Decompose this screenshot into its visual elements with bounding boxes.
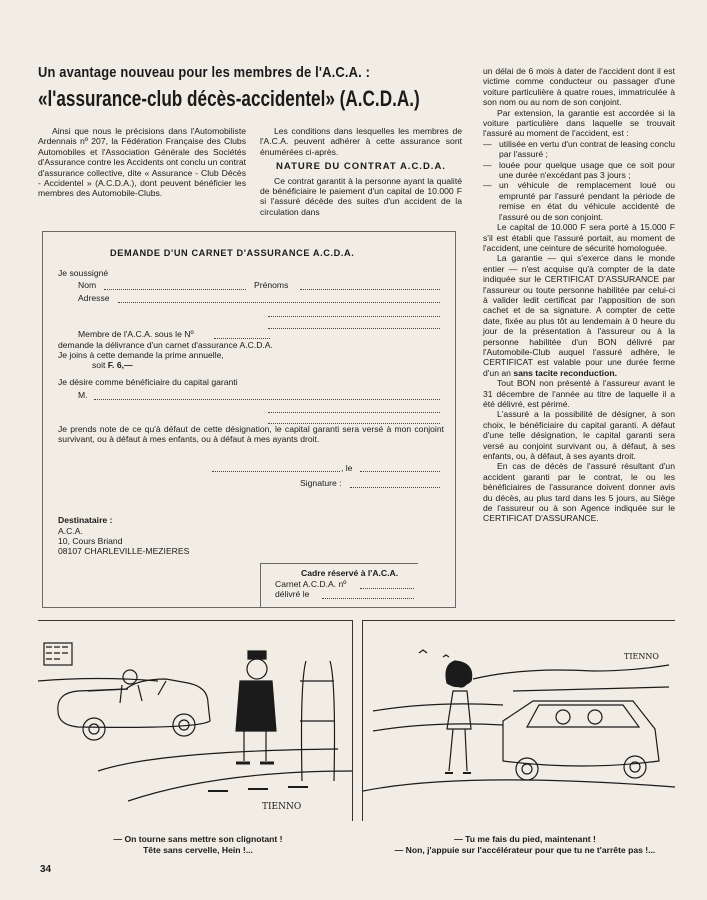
right-paragraph-7: En cas de décès de l'assuré résultant d'un accident garanti par le contrat, le ou les bénéficiaires de l'assurance doivent donner avis du décès, au plus tard dans les 5 jours, au Siège de l'assureur ou à son Agence indiquée sur le CERTIFICAT D'ASSURANCE.	[483, 461, 675, 524]
label-membre: Membre de l'A.C.A. sous le Nº	[78, 329, 194, 339]
label-signature: Signature :	[300, 478, 342, 488]
note-paragraph: Je prends note de ce qu'à défaut de cette désignation, le capital garanti sera versé à mon conjoint survivant, ou à défaut à mes enfants, ou à défaut à mes ayants droit.	[58, 424, 444, 445]
cartoon-left	[38, 620, 353, 821]
caption-line: — Tu me fais du pied, maintenant !	[454, 834, 596, 844]
intro-column-1	[38, 126, 246, 199]
list-item: — louée pour quelque usage que ce soit pour une durée n'excédant pas 3 jours ;	[483, 159, 675, 181]
nature-heading: NATURE DU CONTRAT A.C.D.A.	[276, 161, 446, 173]
reserved-carnet-label: Carnet A.C.D.A. nº	[275, 579, 347, 589]
destinataire-line3: 08107 CHARLEVILLE-MEZIERES	[58, 546, 190, 556]
adresse-field-1[interactable]	[118, 293, 440, 303]
nom-field[interactable]	[104, 280, 246, 290]
reserved-date-field[interactable]	[322, 589, 414, 599]
right-paragraph-2: Par extension, la garantie est accordée si la voiture particulière dans laquelle se trouvait l'assuré au moment de l'accident, est :	[483, 107, 675, 139]
intro-paragraph: Ainsi que nous le précisions dans l'Automobiliste Ardennais nº 207, la Fédération Française des Clubs Automobiles et l'Association Générale des Sociétés d'Assurance contre les Accidents ont conclu un contrat d'assurance collective, dite « Assurance - Club Décès - Accidentel » (A.C.D.A.), dont peuvent bénéficier les membres des Automobile-Clubs.	[38, 126, 247, 199]
beneficiary-field-1[interactable]	[94, 390, 440, 400]
label-desire: Je désire comme bénéficiaire du capital garanti	[58, 377, 238, 387]
adresse-field-2[interactable]	[268, 307, 440, 317]
caption-line: Tête sans cervelle, Hein !...	[143, 845, 253, 855]
cartoon-right-caption	[370, 834, 680, 856]
premium-amount: F. 6,—	[107, 360, 133, 370]
cartoon-left-caption	[60, 834, 336, 856]
right-paragraph-5: Tout BON non présenté à l'assureur avant le 31 décembre de l'année au titre de laquelle il a été délivré, est périmé.	[483, 378, 675, 409]
label-joins: Je joins à cette demande la prime annuelle,	[58, 350, 224, 360]
date-field[interactable]	[360, 462, 440, 472]
nature-paragraph: Ce contrat garantit à la personne ayant la qualité de bénéficiaire le paiement d'un capital de 10.000 F si l'assuré décède des suites d'un accident de la circulation dans	[260, 175, 462, 217]
beneficiary-field-3[interactable]	[268, 414, 440, 424]
cartoon-left-signature: TIENNO	[262, 802, 302, 812]
caption-line: — On tourne sans mettre son clignotant !	[113, 834, 283, 844]
destinataire-label: Destinataire :	[58, 515, 113, 525]
right-paragraph-4: La garantie — qui s'exerce dans le monde entier — n'est acquise qu'à compter de la date indiquée sur le CERTIFICAT D'ASSURANCE par l'assureur ou toute personne habilitée par celui-ci à valider ledit certificat par l'apposition de son cachet et de sa signature. A compter de cette date, fixée au plus tôt au lendemain à 0 heure du jour de la présentation à l'assureur ou à la personne habilitée d'un BON délivré par l'Automobile-Club auquel l'assuré adhère, le CERTIFICAT est valable pour une durée ferme d'un an sans tacite reconduction.	[483, 253, 675, 378]
list-item: — un véhicule de remplacement loué ou emprunté par l'assuré pendant la période de remise en état du véhicule accidenté de l'assuré ou de son conjoint.	[483, 180, 675, 222]
label-adresse: Adresse	[78, 293, 110, 303]
headline-line1: Un avantage nouveau pour les membres de l'A.C.A. :	[38, 64, 371, 81]
conditions-paragraph: Les conditions dans lesquelles les membres de l'A.C.A. peuvent adhérer à cette assurance sont énumérées ci-après.	[260, 126, 462, 157]
label-nom: Nom	[78, 280, 97, 290]
label-m: M.	[78, 390, 88, 400]
reserved-title: Cadre réservé à l'A.C.A.	[301, 568, 399, 578]
cartoon-car-policeman-illustration	[38, 621, 352, 821]
signature-field[interactable]	[350, 478, 440, 488]
cartoon-seaside-car-illustration	[363, 621, 675, 821]
label-je-soussigne: Je soussigné	[58, 268, 109, 278]
cartoon-right-signature: TIENNO	[624, 652, 659, 661]
label-soit: soit F. 6,—	[92, 360, 133, 370]
caption-line: — Non, j'appuie sur l'accélérateur pour que tu ne t'arrête pas !...	[394, 845, 656, 855]
page-number: 34	[40, 864, 52, 875]
intro-column-2	[260, 126, 462, 217]
place-field[interactable]	[212, 462, 340, 472]
headline-title: «l'assurance-club décès-accidentel» (A.C.D.A.)	[38, 86, 420, 111]
right-paragraph-6: L'assuré a la possibilité de désigner, à son choix, le bénéficiaire du capital garanti. A défaut d'une telle désignation, le capital garanti sera versé au conjoint survivant ou, à défaut, à ses enfants, ou, à défaut, à ses ayants droit.	[483, 409, 675, 462]
form-title: DEMANDE D'UN CARNET D'ASSURANCE A.C.D.A.	[110, 248, 355, 258]
prenoms-field[interactable]	[300, 280, 440, 290]
reserved-carnet-field[interactable]	[360, 579, 414, 589]
label-prenoms: Prénoms	[254, 280, 289, 290]
destinataire-line2: 10, Cours Briand	[58, 536, 123, 546]
tacite-emphasis: sans tacite reconduction.	[513, 367, 617, 378]
membre-number-field[interactable]	[214, 329, 270, 339]
cartoon-right	[362, 620, 675, 821]
right-paragraph-3: Le capital de 10.000 F sera porté à 15.000 F s'il est établi que l'assuré portait, au moment de l'accident, une ceinture de sécurité homologuée.	[483, 222, 675, 253]
beneficiary-field-2[interactable]	[268, 403, 440, 413]
label-demande: demande la délivrance d'un carnet d'assurance A.C.D.A.	[58, 340, 273, 350]
reserved-delivre-label: délivré le	[275, 589, 310, 599]
list-item: — utilisée en vertu d'un contrat de leasing conclu par l'assuré ;	[483, 138, 676, 160]
right-column	[483, 66, 675, 524]
right-paragraph-1: un délai de 6 mois à dater de l'accident dont il est victime comme conducteur ou passager d'une voiture particulière à quatre roues, immatriculée à son nom ou au nom de son conjoint.	[483, 66, 675, 108]
destinataire-line1: A.C.A.	[58, 526, 83, 536]
adresse-field-3[interactable]	[268, 319, 440, 329]
label-le: , le	[341, 463, 353, 473]
